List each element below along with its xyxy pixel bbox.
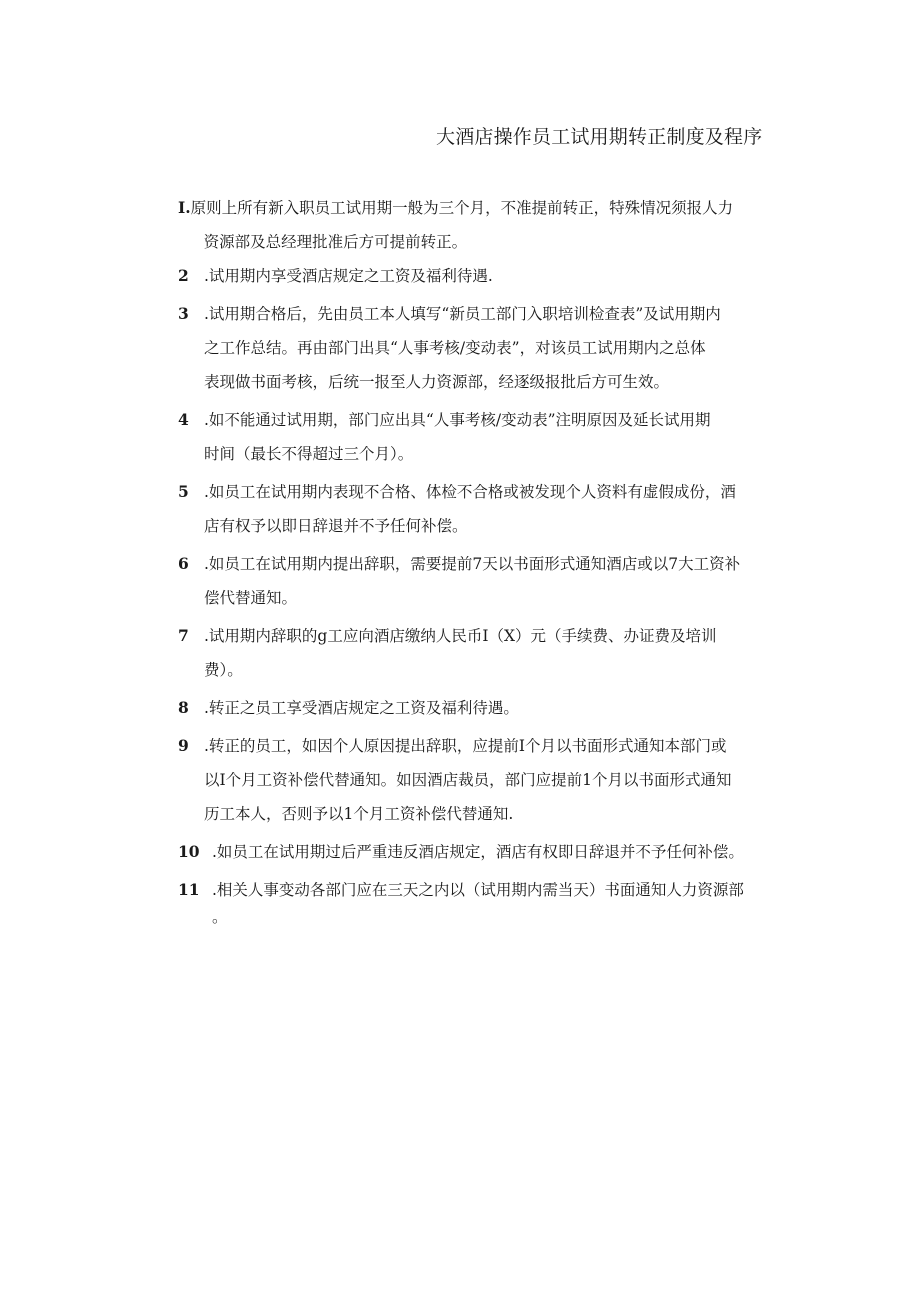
item-text (204, 403, 790, 471)
list-item (178, 475, 790, 543)
item-number: 5 (178, 482, 189, 501)
list-item (178, 259, 790, 293)
item-line: 之工作总结。再由部门出具“人事考核/变动表”，对该员工试用期内之总体 (204, 339, 706, 357)
item-line: 店有权予以即日辞退并不予任何补偿。 (204, 517, 468, 535)
list-item (178, 835, 790, 869)
item-number: 7 (178, 626, 189, 645)
document-title: 大酒店操作员工试用期转正制度及程序 (436, 126, 763, 148)
item-text (204, 259, 790, 293)
item-number: 3 (178, 304, 189, 323)
item-line: 。 (212, 908, 228, 926)
item-line: .试用期内辞职的g工应向酒店缴纳人民币I（X）元（手续费、办证费及培训 (204, 627, 717, 645)
item-line: .如员工在试用期内提出辞职，需要提前7天以书面形式通知酒店或以7大工资补 (204, 555, 741, 573)
item-text (204, 691, 790, 725)
list-item (178, 547, 790, 615)
item-line: 表现做书面考核，后统一报至人力资源部，经逐级报批后方可生效。 (204, 373, 670, 391)
item-line: 原则上所有新入职员工试用期一般为三个月，不准提前转正，特殊情况须报人力 (190, 199, 734, 217)
list-item (178, 873, 790, 927)
item-line: 费）。 (204, 661, 243, 679)
item-text (212, 835, 790, 869)
list-item (178, 691, 790, 725)
item-number: 4 (178, 410, 189, 429)
item-text (204, 729, 790, 831)
item-line: 时间（最长不得超过三个月）。 (204, 445, 414, 463)
item-line: .如不能通过试用期，部门应出具“人事考核/变动表”注明原因及延长试用期 (204, 411, 711, 429)
item-line: 偿代替通知。 (204, 589, 298, 607)
item-line: 以I个月工资补偿代替通知。如因酒店裁员，部门应提前1个月以书面形式通知 (204, 771, 732, 789)
item-text (212, 873, 790, 927)
item-text (204, 547, 790, 615)
item-text (204, 619, 790, 687)
item-text (204, 475, 790, 543)
item-number: 6 (178, 554, 189, 573)
item-text (191, 191, 790, 259)
item-line: 资源部及总经理批准后方可提前转正。 (203, 233, 468, 251)
item-number: 10 (178, 842, 200, 861)
item-line: .试用期合格后，先由员工本人填写“新员工部门入职培训检查表”及试用期内 (204, 305, 721, 323)
item-line: .如员工在试用期内表现不合格、体检不合格或被发现个人资料有虚假成份，酒 (204, 483, 736, 501)
rules-list (178, 191, 790, 931)
item-line: 历工本人，否则予以1个月工资补偿代替通知. (204, 805, 514, 823)
item-line: .如员工在试用期过后严重违反酒店规定，酒店有权即日辞退并不予任何补偿。 (212, 843, 744, 861)
list-item (178, 297, 790, 399)
item-line: .转正的员工，如因个人原因提出辞职，应提前I个月以书面形式通知本部门或 (204, 737, 727, 755)
list-item (178, 191, 790, 259)
item-number: 2 (178, 266, 189, 285)
item-number: 9 (178, 736, 189, 755)
item-number: 8 (178, 698, 189, 717)
item-number: I. (178, 198, 191, 217)
list-item (178, 619, 790, 687)
item-line: .相关人事变动各部门应在三天之内以（试用期内需当天）书面通知人力资源部 (212, 881, 744, 899)
list-item (178, 403, 790, 471)
list-item (178, 729, 790, 831)
item-line: .转正之员工享受酒店规定之工资及福利待遇。 (204, 699, 519, 717)
item-number: 11 (178, 880, 200, 899)
item-text (204, 297, 790, 399)
item-line: .试用期内享受酒店规定之工资及福利待遇. (204, 267, 493, 285)
